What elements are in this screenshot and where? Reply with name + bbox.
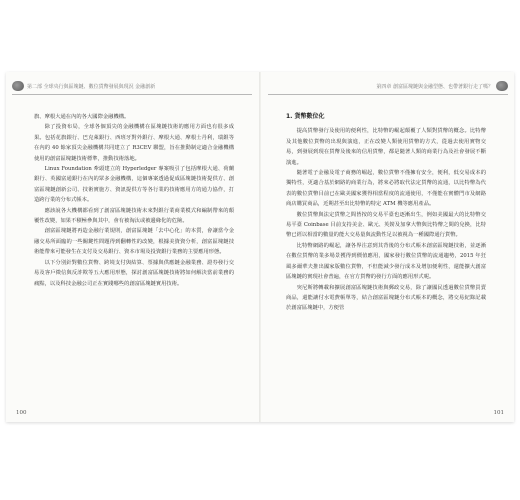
right-paragraph-5: 突尼斯將轉載和擴展創富區塊鏈技術與郵政交易，除了讓國民透過數位貨幣買賣商品，還能讓付水電費帳單等，結合創富區塊鏈分布式帳本的概念，將交易紀錄記載於創富區塊鏈中，方便管 — [286, 284, 486, 312]
left-body-text — [34, 112, 234, 289]
chapter-badge-icon — [496, 81, 508, 91]
left-page — [6, 72, 260, 422]
left-paragraph-1: 旗、摩根大通在內的各大國際金融機構。 — [34, 114, 130, 120]
right-paragraph-3: 數位貨幣與法定貨幣之間皆按的交易平臺也逐漸出生，例如美國最大的比特幣交易平臺 Coinbase 目前支持美金、歐元、英鎊及加拿大幣與比特幣之間的兌換，比特幣已經以相當的數量的能大交易量與流動性足以被視為一種國際通行貨幣。 — [286, 211, 486, 239]
right-page — [260, 72, 514, 422]
open-book-spread — [6, 72, 514, 422]
left-page-number: 100 — [16, 410, 27, 416]
chapter-badge-icon — [12, 81, 24, 91]
right-page-number: 101 — [493, 410, 504, 416]
left-paragraph-2: 除了投資布局，全球各個頂尖的金融機構在區塊鏈技術的應用方面也有很多成果。包括花旗銀行、巴克萊銀行、西班牙對外銀行、摩根大通、摩根士丹利，瑞銀等在內的 40 餘家頂尖金融機構共同建立了 R3CEV 聯盟，旨在推動制定適合金融機構使用的創富區塊鏈技術標準，推動技術落地。 — [34, 124, 234, 162]
right-paragraph-1: 提高貨幣發行及使用的便利性，比特幣的崛起顛覆了人類對貨幣的概念。比特幣及其他數位貨幣的出現與演進，正在改變人類使用貨幣的方式，從過去使用實物交易，到發展到現在貨幣及後來的信用貨幣，都是隨著人類的商業行為及社會發展不斷演進。 — [286, 128, 486, 166]
right-paragraph-4: 比特幣網路的崛起，讓各界注意到其背後的分布式帳本創富區塊鏈技術，並逐漸在數位貨幣的業多場景獲得到價值應用，國家發行數位貨幣的流通趨勢，2015 年狂風多爾華夫推出國家版數位貨幣，不但能減少發行成本及增加便利性，還能擴大創富區塊鏈的實現社會普遍，在官方貨幣的發行方面的應用形式呢。 — [286, 242, 486, 281]
right-header-text: 第四章 創富區塊鏈與金融型態、也帶著銀行走了嗎？ — [376, 83, 493, 90]
right-body-text — [286, 112, 486, 314]
right-running-header — [376, 80, 508, 92]
left-paragraph-3: Linux Foundation 牽頭建立的 Hyperledger 專案吸引了包括摩根大通、荷蘭銀行、英國富通銀行在內的眾多金融機構，這個專案透過促成區塊鏈技術提供方、創富區塊鏈創新公司、技術實施方、資訊提供方等各行業的技術應用方的通力協作，打造跨行業的分布式帳本。 — [34, 166, 234, 204]
right-header-rule — [268, 94, 508, 95]
right-paragraph-2: 隨著電子金融及電子商務的崛起，數位貨幣不僅擁有安全，便利，低交易成本的獨特性，更適合基於網路的商業行為，將來必將取代法定貨幣的流通，以比特幣為代表的數位貨幣目前已在歐美國家獲得相當程度的流通使用，不僅能在實體門市及網路商店購買商品，近期甚至出比特幣的特定 ATM 機等應用產品。 — [286, 170, 486, 208]
section-title: 1. 貨幣數位化 — [286, 113, 325, 120]
left-header-text: 第二部 全球央行與區塊鏈、數位貨幣發展與現況 金融創新 — [27, 83, 156, 90]
left-paragraph-6: 以下分別針對數位貨幣、跨境支付與結算、票據與供應鏈金融業務、證券發行交易及客戶徵信與反詐欺等五大應用形態，探討創富區塊鏈技術將如何解決當前業務的痛點，以及科技金融公司正在實踐哪些的創富區塊鏈實用技術。 — [34, 259, 234, 287]
left-header-rule — [12, 94, 252, 95]
left-running-header — [12, 80, 155, 92]
left-paragraph-4: 應該說各大機構都看到了創富區塊鏈技術未來對銀行業商業模式和編制帶來的顛覆性改變，如果不積極參與其中，會有被淘汰或被邊緣化的危險。 — [34, 207, 234, 225]
left-paragraph-5: 創富區塊鏈將再造金融行業規則，創富區塊鏈「去中心化」的本質，會讓當今金融交易所面臨的一些關鍵性問題得到翻轉性的改變，根據美資資分析，創富區塊鏈技術能帶來可能發生在支付及交易銀行、資本市場及投資銀行業務的主要應用形態。 — [34, 228, 234, 256]
